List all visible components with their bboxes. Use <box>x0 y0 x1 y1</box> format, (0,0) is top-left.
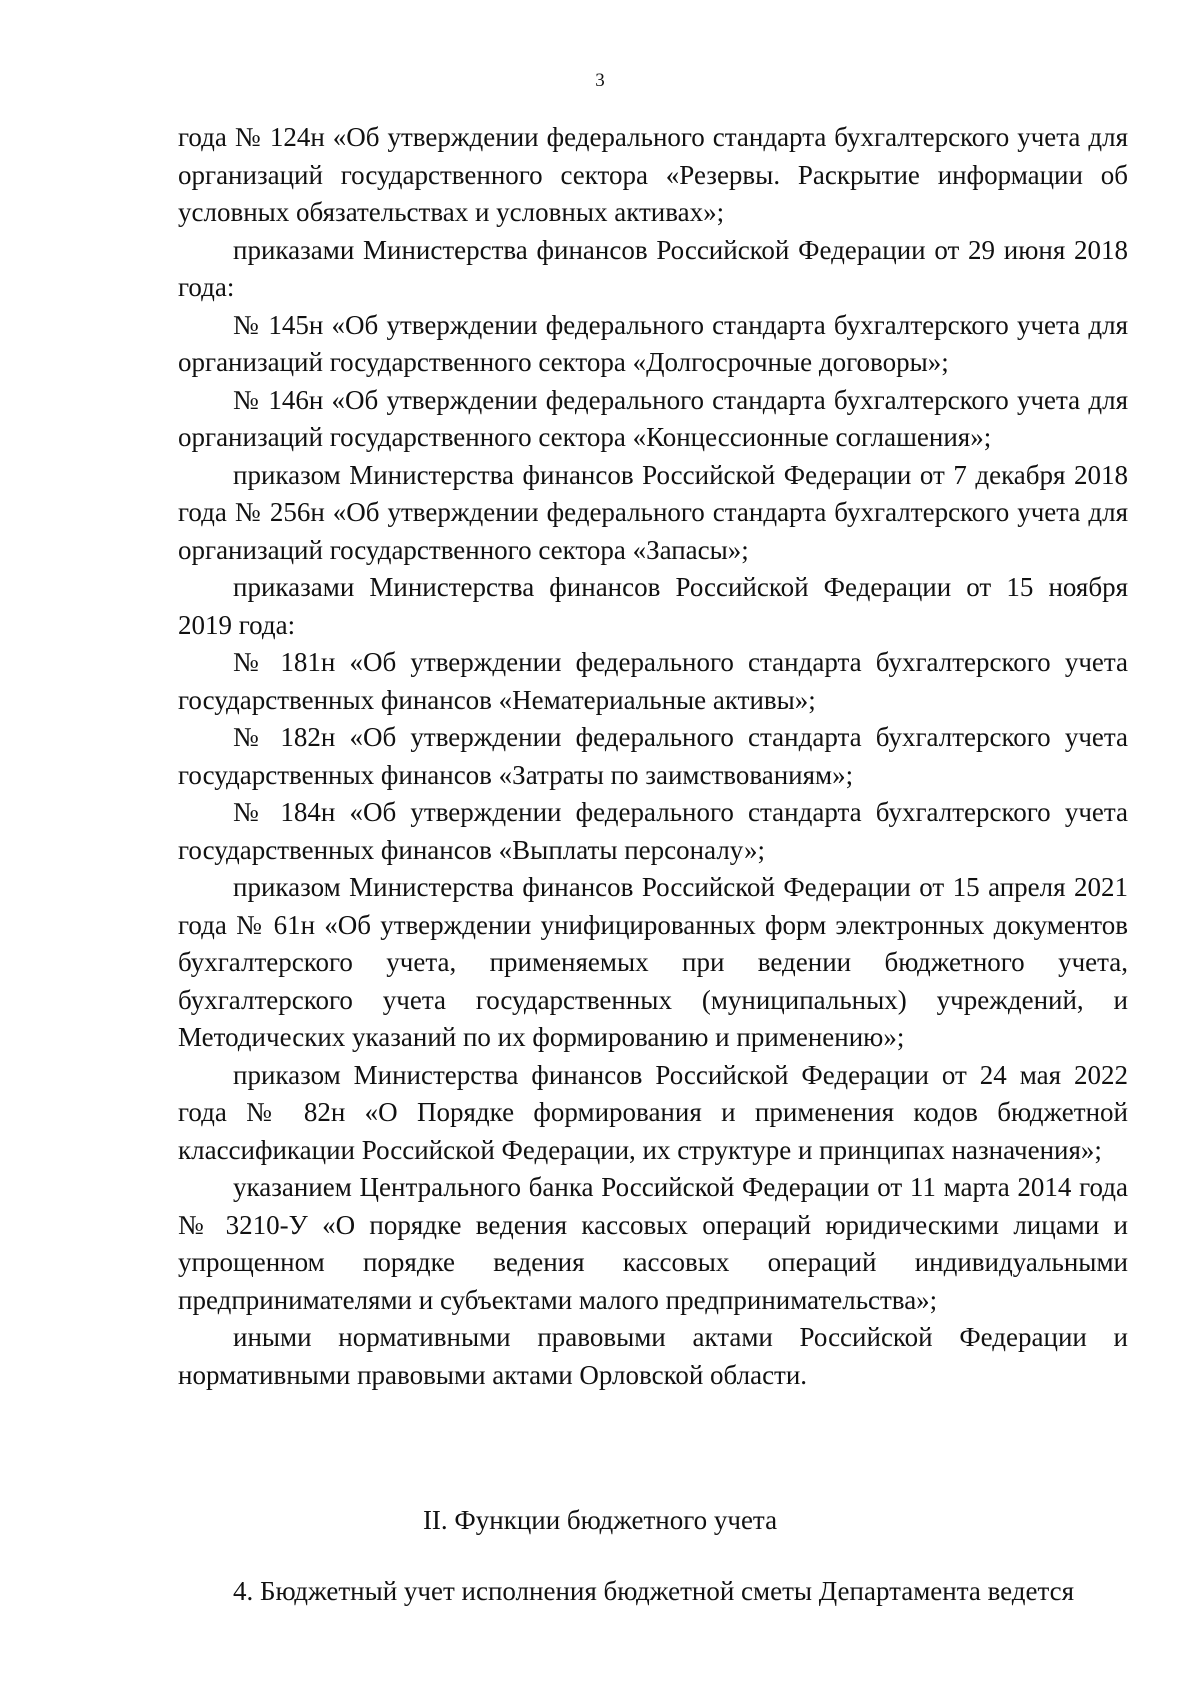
paragraph: № 182н «Об утверждении федерального стандарта бухгалтерского учета государственных финансов «Затраты по заимствованиям»; <box>178 722 1128 790</box>
paragraph: приказом Министерства финансов Российской Федерации от 24 мая 2022 года № 82н «О Порядке формирования и применения кодов бюджетной классификации Российской Федерации, их структуре и принципах назначения»; <box>178 1059 1128 1165</box>
paragraph: иными нормативными правовыми актами Российской Федерации и нормативными правовыми актами Орловской области. <box>178 1322 1128 1390</box>
paragraph: 4. Бюджетный учет исполнения бюджетной сметы Департамента ведется <box>233 1576 1075 1606</box>
paragraph: № 184н «Об утверждении федерального стандарта бухгалтерского учета государственных финансов «Выплаты персоналу»; <box>178 797 1128 865</box>
paragraph: приказами Министерства финансов Российской Федерации от 29 июня 2018 года: <box>178 234 1128 302</box>
paragraph: № 146н «Об утверждении федерального стандарта бухгалтерского учета для организаций государственного сектора «Концессионные соглашения»; <box>178 384 1128 452</box>
paragraph: приказом Министерства финансов Российской Федерации от 15 апреля 2021 года № 61н «Об утверждении унифицированных форм электронных документов бухгалтерского учета, применяемых при ведении бюджетного учета, бухгалтерского учета государственных (муниципальных) учреждений, и Методических указаний по их формированию и применению»; <box>178 872 1128 1052</box>
document-body <box>178 119 1128 1394</box>
paragraph: приказами Министерства финансов Российской Федерации от 15 ноября 2019 года: <box>178 572 1128 640</box>
paragraph: № 181н «Об утверждении федерального стандарта бухгалтерского учета государственных финансов «Нематериальные активы»; <box>178 647 1128 715</box>
paragraph: года № 124н «Об утверждении федерального стандарта бухгалтерского учета для организаций государственного сектора «Резервы. Раскрытие информации об условных обязательствах и условных активах»; <box>178 122 1128 227</box>
page-number: 3 <box>595 70 605 91</box>
paragraph: указанием Центрального банка Российской Федерации от 11 марта 2014 года № 3210-У «О порядке ведения кассовых операций юридическими лицами и упрощенном порядке ведения кассовых операций индивидуальными предпринимателями и субъектами малого предпринимательства»; <box>178 1172 1128 1315</box>
paragraph: № 145н «Об утверждении федерального стандарта бухгалтерского учета для организаций государственного сектора «Долгосрочные договоры»; <box>178 309 1128 377</box>
section-heading: II. Функции бюджетного учета <box>422 1505 778 1535</box>
paragraph: приказом Министерства финансов Российской Федерации от 7 декабря 2018 года № 256н «Об утверждении федерального стандарта бухгалтерского учета для организаций государственного сектора «Запасы»; <box>178 459 1128 565</box>
